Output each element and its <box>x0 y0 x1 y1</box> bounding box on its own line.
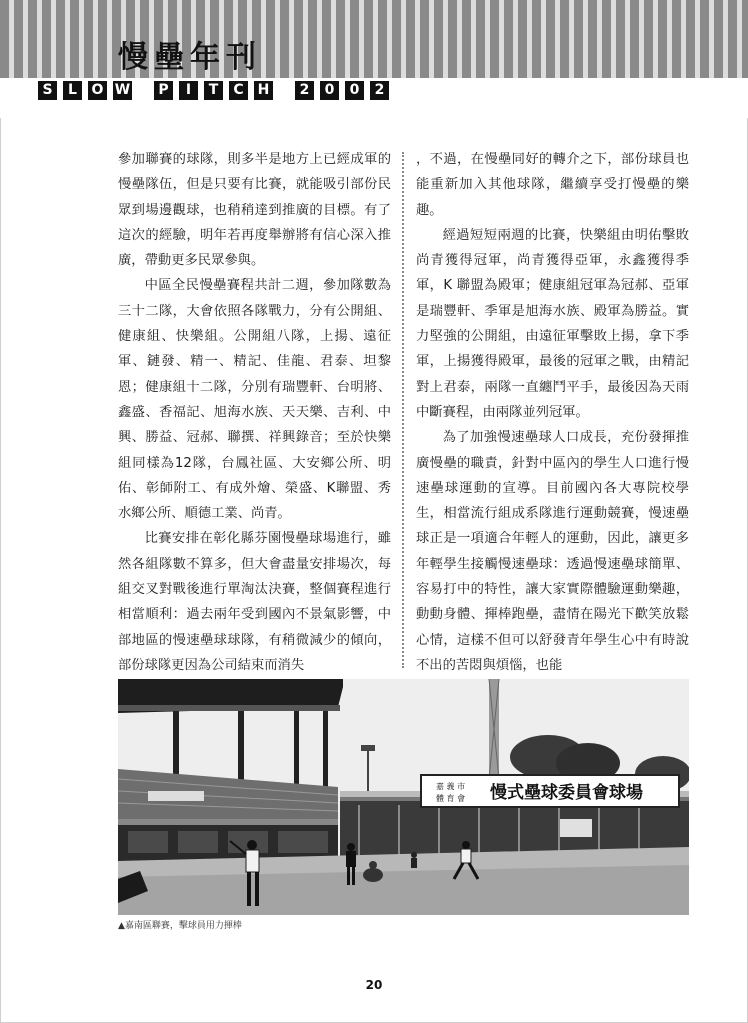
subtitle-letter: I <box>179 81 198 100</box>
sign-small-right: 體 育 會 <box>436 794 466 803</box>
sign-main: 慢式壘球委員會球場 <box>490 783 643 803</box>
subtitle-letter: T <box>204 81 223 100</box>
subtitle-letter: O <box>88 81 107 100</box>
magazine-subtitle <box>38 81 389 100</box>
subtitle-letter: H <box>254 81 273 100</box>
page-number: 20 <box>365 978 383 992</box>
subtitle-gap <box>138 81 148 100</box>
paragraph: 參加聯賽的球隊，則多半是地方上已經成軍的慢壘隊伍，但是只要有比賽，就能吸引部份民眾到場邊觀球，也稍稍達到推廣的目標。有了這次的經驗，明年若再度舉辦將有信心深入推廣，帶動更多民眾參與。 <box>118 152 391 269</box>
paragraph: 經過短短兩週的比賽，快樂組由明佑擊敗尚青獲得冠軍，尚青獲得亞軍，永鑫獲得季軍，K 聯盟為殿軍；健康組冠軍為冠郝、亞軍是瑞豐軒、季軍是旭海水族、殿軍為勝益。實力堅強的公開組，由遠征軍擊敗上揚，拿下季軍，上揚獲得殿軍，最後的冠軍之戰，由精記對上君泰，兩隊一直纏鬥平手，最後因為天雨中斷賽程，由兩隊並列冠軍。 <box>416 227 689 420</box>
left-text-column <box>118 147 391 678</box>
paragraph: 為了加強慢速壘球人口成長，充份發揮推廣慢壘的職責，針對中區內的學生人口進行慢速壘球運動的宣導。目前國內各大專院校學生，相當流行組成系隊進行運動競賽，慢速壘球正是一項適合年輕人的運動，因此，讓更多年輕學生接觸慢速壘球：透過慢速壘球簡單、容易打中的特性，讓大家實際體驗運動樂趣，動動身體、揮棒跑壘，盡情在陽光下歡笑放鬆心情，這樣不但可以舒發青年學生心中有時說不出的苦悶與煩惱，也能 <box>416 430 689 673</box>
subtitle-letter: 2 <box>370 81 389 100</box>
magazine-title: 慢壘年刊 <box>118 40 262 75</box>
paragraph: 中區全民慢壘賽程共計二週，參加隊數為三十二隊，大會依照各隊戰力，分有公開組、健康組、快樂組。公開組八隊，上揚、遠征軍、鏈發、精一、精記、佳龍、君泰、坦黎恩；健康組十二隊，分別有瑞豐軒、台明將、鑫盛、香福記、旭海水族、天天樂、吉利、中興、勝益、冠郝、聯撰、祥興錄音；至於快樂組同樣為12隊，台鳳社區、大安鄉公所、明佑、彰師附工、有成外燴、榮盛、K聯盟、秀水鄉公所、順德工業、尚青。 <box>118 278 391 522</box>
subtitle-letter: 0 <box>345 81 364 100</box>
paragraph: ，不過，在慢壘同好的轉介之下，部份球員也能重新加入其他球隊，繼續享受打慢壘的樂趣。 <box>416 152 689 218</box>
paragraph: 比賽安排在彰化縣芬園慢壘球場進行，雖然各組隊數不算多，但大會盡量安排場次，每組交叉對戰後進行單淘汰決賽，整個賽程進行相當順利：過去兩年受到國內不景氣影響，中部地區的慢速壘球球隊，有稍微減少的傾向，部份球隊更因為公司結束而消失 <box>118 531 391 673</box>
header-stripe-band <box>0 0 748 78</box>
subtitle-letter: C <box>229 81 248 100</box>
subtitle-letter: 2 <box>295 81 314 100</box>
right-text-column <box>416 147 689 678</box>
subtitle-letter: 0 <box>320 81 339 100</box>
subtitle-letter: P <box>154 81 173 100</box>
subtitle-letter: S <box>38 81 57 100</box>
subtitle-letter: W <box>114 82 131 98</box>
subtitle-gap <box>279 81 289 100</box>
column-divider <box>402 152 404 668</box>
subtitle-letter: L <box>63 81 82 100</box>
sign-small-left: 嘉 義 市 <box>436 782 466 791</box>
photo-caption: ▲嘉南區聯賽，擊球員用力揮棒 <box>118 921 242 931</box>
softball-game-photo <box>118 679 689 915</box>
